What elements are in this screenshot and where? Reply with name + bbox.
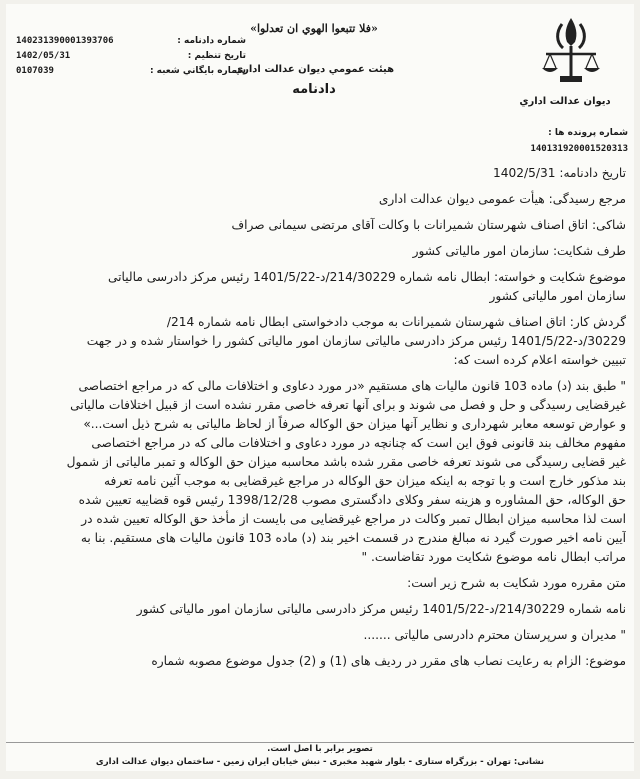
quote-line: است لذا محاسبه میزان ابطال تمبر وکالت در مراجع غیرقضایی می بایست از مأخذ حق الوکاله تعیین شده در <box>81 512 626 526</box>
quote-line: و عوارض توسعه معابر شهرداری و نظایر آنها میزان حق الوکاله صرفاً از لحاظ مالیاتی به شرح ذیل است...» <box>83 417 626 431</box>
defendant-line: طرف شکایت: سازمان امور مالیاتی کشور <box>412 244 626 258</box>
court-name: ديوان عدالت اداري <box>519 96 611 107</box>
file-number: 140131920001520313 <box>530 144 628 154</box>
regulation-line: نامه شماره 214/30229/د-1401/5/22 رئیس مرکز دادرسی مالیاتی سازمان امور مالیاتی کشور <box>136 602 626 616</box>
footer-address: نشانی: تهران - بزرگراه ستاری - بلوار شهید مخبری - نبش خیابان ایران زمین - ساختمان دیوان عدالت اداری <box>95 757 545 767</box>
document-header <box>6 4 634 164</box>
plaintiff-line: شاکی: اتاق اصناف شهرستان شمیرانات با وکالت آقای مرتضی سیمانی صراف <box>231 218 626 232</box>
document-body <box>16 164 626 671</box>
document-page <box>6 4 634 771</box>
proceedings-line: گردش کار: اتاق اصناف شهرستان شمیرانات به موجب دادخواستی ابطال نامه شماره 214/ <box>166 315 626 329</box>
meta-label: تاريخ تنظيم : <box>187 51 246 61</box>
meta-box <box>16 34 246 79</box>
quote-line: مراتب ابطال نامه موضوع شکایت مورد تقاضاست. " <box>361 550 626 564</box>
subject-line: موضوع شکایت و خواسته: ابطال نامه شماره 214/30229/د-1401/5/22 رئیس مرکز دادرسی مالیاتی <box>107 270 626 284</box>
motto-text: «فلا تتبعوا الهوي ان تعدلوا» <box>250 22 378 35</box>
quote-line: غیر قضایی رسیدگی می شوند تعرفه خاصی مقرر شده باشد محاسبه میزان حق الوکاله و تمبر مالیاتی از شمول <box>66 455 626 469</box>
document-footer <box>6 742 634 771</box>
copy-note: تصویر برابر با اصل است. <box>267 744 373 754</box>
quote-line: غیرقضایی رسیدگی و حل و فصل می شوند و برای آنها تعرفه خاصی مقرر نشده است از قبیل اختلافات مالیاتی <box>70 398 626 412</box>
regulation-line: موضوع: الزام به رعایت نصاب های مقرر در ردیف های (1) و (2) جدول موضوع مصوبه شماره <box>151 654 626 668</box>
regulation-intro-line: متن مقرره مورد شکایت به شرح زیر است: <box>407 576 626 590</box>
quote-line: " طبق بند (د) ماده 103 قانون مالیات های مستقیم «در مورد دعاوی و اختلافات مالی که در مراجع اختصاصی <box>78 379 626 393</box>
quote-line: حق الوکاله، حق المشاوره و هزینه سفر وکلای دادگستری مصوب 1398/12/28 رئیس قوه قضاییه تعیین شده <box>78 493 626 507</box>
meta-value: 1402/05/31 <box>16 51 71 61</box>
proceedings-line: 30229/د-1401/5/22 رئیس مرکز دادرسی مالیاتی سازمان امور مالیاتی کشور را خواستار شده و در جهت <box>86 334 626 348</box>
proceedings-line: تبیین خواسته اعلام کرده است که: <box>453 353 626 367</box>
board-name: هيئت عمومي ديوان عدالت اداري <box>233 64 395 75</box>
emblem-icon <box>536 12 606 92</box>
meta-row-date <box>16 49 246 64</box>
meta-row-archive <box>16 64 246 79</box>
quote-line: مفهوم مخالف بند قانونی فوق این است که چنانچه در مورد دعاوی و اختلافات مالی که در مراجع اختصاصی <box>91 436 626 450</box>
meta-label: شماره دادنامه : <box>177 36 246 46</box>
subject-line: سازمان امور مالیاتی کشور <box>489 289 626 303</box>
doc-title: دادنامه <box>292 82 336 97</box>
meta-label: شماره بايگاني شعبه : <box>149 66 246 76</box>
authority-line: مرجع رسیدگی: هیأت عمومی دیوان عدالت اداری <box>378 192 626 206</box>
quote-line: آیین نامه اخیر صورت گیرد نه مبالغ مندرج در قسمت اخیر بند (د) ماده 103 قانون مالیات های مستقیم. بنا به <box>80 531 626 545</box>
meta-row-verdict-number <box>16 34 246 49</box>
regulation-line: " مدیران و سرپرستان محترم دادرسی مالیاتی ....... <box>363 628 626 642</box>
file-label: شماره پرونده ها : <box>548 128 628 138</box>
meta-value: 0107039 <box>16 66 54 76</box>
verdict-date-line: تاریخ دادنامه: 1402/5/31 <box>492 166 626 180</box>
meta-value: 140231390001393706 <box>16 36 114 46</box>
quote-line: بند مذکور خارج است و با توجه به اینکه میزان حق الوکاله در مراجع غیرقضایی به موجب آئین نامه تعرفه <box>104 474 626 488</box>
